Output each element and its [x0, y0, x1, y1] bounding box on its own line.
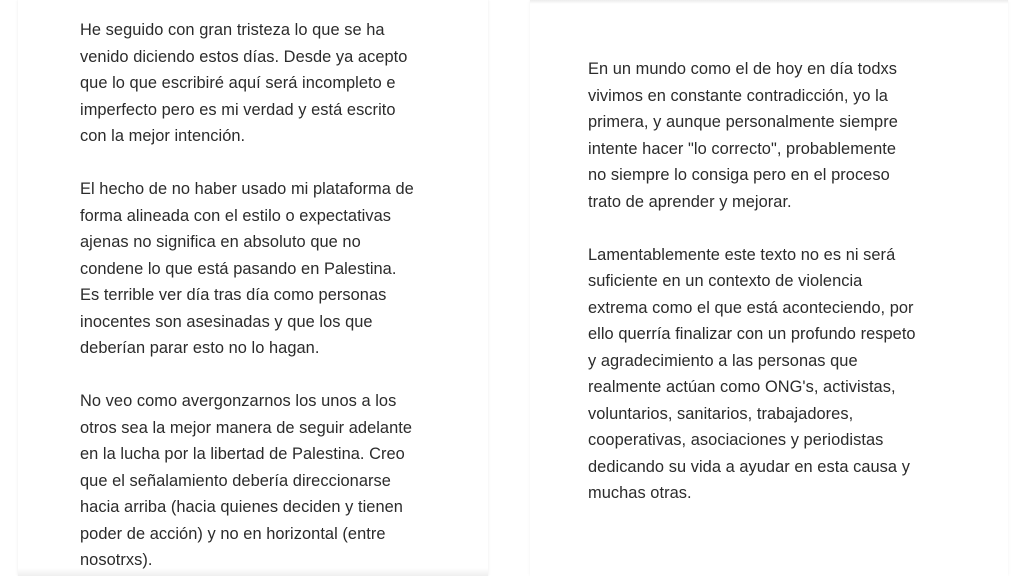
paragraph: [80, 176, 414, 362]
text-line: No veo como avergonzarnos los unos a los: [80, 392, 397, 410]
text-line: intente hacer "lo correcto", probablemente: [588, 139, 897, 158]
text-line: ello querría finalizar con un profundo respeto: [588, 325, 916, 343]
text-line: He seguido con gran tristeza lo que se ha: [80, 21, 385, 39]
text-line: dedicando su vida a ayudar en esta causa y: [588, 457, 910, 476]
text-line: deberían parar esto no lo hagan.: [80, 339, 320, 357]
paragraph: [80, 17, 414, 150]
paragraph: [588, 242, 916, 507]
text-line: que el señalamiento debería direccionarse: [80, 471, 391, 490]
text-line: y agradecimiento a las personas que: [588, 351, 858, 370]
text-line: suficiente en un contexto de violencia: [588, 272, 863, 290]
text-line: En un mundo como el de hoy en día todxs: [588, 60, 898, 78]
paragraph: [80, 388, 414, 574]
text-line: nosotrxs).: [80, 551, 153, 569]
text-line: primera, y aunque personalmente siempre: [588, 113, 898, 131]
text-line: poder de acción) y no en horizontal (entre: [80, 524, 386, 543]
text-line: con la mejor intención.: [80, 127, 246, 145]
text-line: no siempre lo consiga pero en el proceso: [588, 166, 890, 184]
paragraph: [588, 56, 916, 215]
text-line: Lamentablemente este texto no es ni será: [588, 245, 896, 264]
text-line: Es terrible ver día tras día como personas: [80, 286, 387, 304]
text-line: hacia arriba (hacia quienes deciden y tienen: [80, 498, 403, 516]
text-line: muchas otras.: [588, 484, 692, 502]
text-line: voluntarios, sanitarios, trabajadores,: [588, 404, 854, 423]
text-line: cooperativas, asociaciones y periodistas: [588, 431, 884, 449]
left-note-text: [80, 17, 414, 574]
text-line: venido diciendo estos días. Desde ya acepto: [80, 47, 408, 66]
text-line: forma alineada con el estilo o expectativas: [80, 206, 392, 225]
right-note-text: [588, 56, 916, 507]
text-line: vivimos en constante contradicción, yo la: [588, 86, 888, 105]
text-line: en la lucha por la libertad de Palestina. Creo: [80, 445, 405, 463]
text-line: extrema como el que está aconteciendo, por: [588, 298, 914, 317]
text-line: que lo que escribiré aquí será incompleto e: [80, 74, 396, 92]
right-panel-top-edge: [530, 0, 1008, 4]
text-line: realmente actúan como ONG's, activistas,: [588, 378, 896, 396]
text-line: El hecho de no haber usado mi plataforma de: [80, 180, 414, 198]
text-line: imperfecto pero es mi verdad y está escrito: [80, 100, 396, 119]
text-line: inocentes son asesinadas y que los que: [80, 312, 373, 331]
text-line: trato de aprender y mejorar.: [588, 192, 792, 211]
text-line: ajenas no significa en absoluto que no: [80, 233, 361, 251]
text-line: condene lo que está pasando en Palestina.: [80, 259, 397, 278]
text-line: otros sea la mejor manera de seguir adelante: [80, 418, 413, 437]
